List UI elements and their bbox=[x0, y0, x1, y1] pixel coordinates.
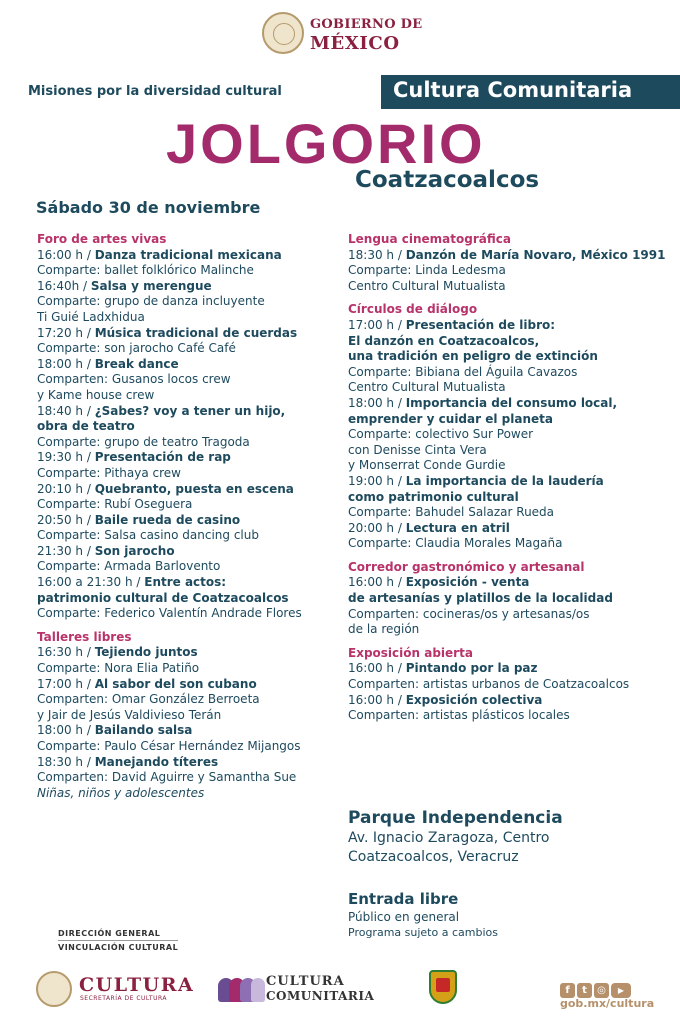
entry-title: Bailando salsa bbox=[94, 723, 193, 738]
entry-time: 17:00 h / bbox=[348, 317, 406, 332]
entry-detail: Comparte: Federico Valentín Andrade Flores bbox=[37, 606, 302, 621]
program-entry bbox=[37, 279, 337, 295]
entry-title-cont: de artesanías y platillos de la localidad bbox=[348, 591, 613, 606]
youtube-icon[interactable]: ▶ bbox=[611, 983, 631, 998]
entry-title: Break dance bbox=[94, 356, 179, 371]
program-entry bbox=[37, 723, 337, 739]
entry-title: Quebranto, puesta en escena bbox=[94, 481, 294, 496]
section-heading: Exposición abierta bbox=[348, 645, 473, 660]
program-entry bbox=[348, 693, 668, 709]
entry-detail: y Monserrat Conde Gurdie bbox=[348, 458, 506, 473]
dgvc-line2: VINCULACIÓN CULTURAL bbox=[58, 943, 179, 952]
entry-title: Baile rueda de casino bbox=[94, 512, 241, 527]
page-header bbox=[0, 12, 680, 58]
website-link[interactable]: gob.mx/cultura bbox=[560, 997, 655, 1010]
venue-block bbox=[348, 807, 563, 867]
program-entry bbox=[37, 357, 337, 373]
venue-address-line2: Coatzacoalcos, Veracruz bbox=[348, 849, 519, 865]
facebook-icon[interactable]: f bbox=[560, 983, 575, 998]
entry-time: 18:40 h / bbox=[37, 403, 95, 418]
program-entry bbox=[37, 404, 337, 420]
entry-title: Exposición colectiva bbox=[405, 692, 543, 707]
entry-time: 16:40h / bbox=[37, 278, 91, 293]
program-right-column bbox=[348, 232, 668, 724]
entry-note: Niñas, niños y adolescentes bbox=[37, 785, 205, 800]
entry-detail: Comparten: cocineras/os y artesanas/os bbox=[348, 606, 590, 621]
section-heading: Lengua cinematográfica bbox=[348, 232, 511, 246]
section-gap bbox=[348, 552, 668, 560]
dgvc-logo bbox=[58, 928, 178, 953]
dgvc-line1: DIRECCIÓN GENERAL bbox=[58, 928, 178, 941]
entrada-audience: Público en general bbox=[348, 910, 460, 924]
entry-time: 18:30 h / bbox=[348, 247, 406, 262]
page-footer bbox=[0, 960, 680, 1020]
entry-detail: Comparte: Pithaya crew bbox=[37, 465, 181, 480]
entry-title: Al sabor del son cubano bbox=[94, 676, 257, 691]
entry-title-cont: emprender y cuidar el planeta bbox=[348, 411, 553, 426]
entry-detail: Centro Cultural Mutualista bbox=[348, 380, 506, 395]
program-entry bbox=[348, 521, 668, 537]
program-entry bbox=[348, 318, 668, 334]
program-entry bbox=[37, 575, 337, 591]
entry-time: 16:00 h / bbox=[37, 247, 95, 262]
entry-time: 20:10 h / bbox=[37, 481, 95, 496]
entry-detail: Comparte: grupo de danza incluyente bbox=[37, 294, 265, 309]
entry-detail: Comparte: colectivo Sur Power bbox=[348, 427, 534, 442]
program-entry bbox=[37, 544, 337, 560]
entry-title: Danzón de María Novaro, México 1991 bbox=[405, 247, 666, 262]
program-entry bbox=[348, 248, 668, 264]
program-entry bbox=[37, 482, 337, 498]
entry-detail: Comparte: Claudia Morales Magaña bbox=[348, 536, 563, 551]
section-heading: Foro de artes vivas bbox=[37, 232, 167, 246]
entry-title-cont: El danzón en Coatzacoalcos, bbox=[348, 333, 540, 348]
entry-time: 21:30 h / bbox=[37, 543, 95, 558]
entry-detail: Comparte: Bibiana del Águila Cavazos bbox=[348, 364, 578, 379]
program-entry bbox=[37, 450, 337, 466]
entry-detail: Comparten: Gusanos locos crew bbox=[37, 372, 231, 387]
program-entry bbox=[348, 661, 668, 677]
entry-time: 20:50 h / bbox=[37, 512, 95, 527]
program-left-column bbox=[37, 232, 337, 801]
misiones-tagline: Misiones por la diversidad cultural bbox=[28, 84, 282, 99]
instagram-icon[interactable]: ◎ bbox=[594, 983, 609, 998]
entry-title: Son jarocho bbox=[94, 543, 175, 558]
entry-time: 18:30 h / bbox=[37, 754, 95, 769]
section-gap bbox=[348, 294, 668, 302]
entry-detail: Comparte: Armada Barlovento bbox=[37, 559, 221, 574]
program-entry bbox=[348, 575, 668, 591]
event-city: Coatzacoalcos bbox=[355, 167, 540, 193]
entry-time: 18:00 h / bbox=[348, 395, 406, 410]
entry-detail: Comparte: son jarocho Café Café bbox=[37, 341, 236, 356]
program-entry bbox=[348, 474, 668, 490]
mexico-seal-icon bbox=[262, 12, 304, 54]
entry-time: 18:00 h / bbox=[37, 356, 95, 371]
entry-time: 20:00 h / bbox=[348, 520, 406, 535]
cultura-logo-subtitle: SECRETARÍA DE CULTURA bbox=[80, 995, 168, 1002]
gob-line1: GOBIERNO DE bbox=[310, 17, 423, 32]
entry-detail: Comparte: Linda Ledesma bbox=[348, 263, 506, 278]
entry-detail: Centro Cultural Mutualista bbox=[348, 278, 506, 293]
section-heading: Corredor gastronómico y artesanal bbox=[348, 559, 585, 574]
entry-title-cont: una tradición en peligro de extinción bbox=[348, 349, 598, 364]
program-entry bbox=[348, 396, 668, 412]
twitter-icon[interactable]: t bbox=[577, 983, 592, 998]
cultura-logo-text: CULTURA bbox=[79, 974, 195, 996]
entry-detail: Comparte: Salsa casino dancing club bbox=[37, 528, 259, 543]
entry-time: 16:30 h / bbox=[37, 645, 95, 660]
entrada-block bbox=[348, 889, 498, 940]
event-date: Sábado 30 de noviembre bbox=[36, 198, 261, 217]
entry-detail: Comparte: Rubí Oseguera bbox=[37, 497, 193, 512]
entry-detail: Comparten: David Aguirre y Samantha Sue bbox=[37, 770, 297, 785]
entry-title-cont: como patrimonio cultural bbox=[348, 489, 519, 504]
entry-time: 18:00 h / bbox=[37, 723, 95, 738]
venue-address-line1: Av. Ignacio Zaragoza, Centro bbox=[348, 830, 550, 846]
entry-title: Importancia del consumo local, bbox=[405, 395, 618, 410]
entrada-note: Programa sujeto a cambios bbox=[348, 926, 498, 939]
entry-title: Presentación de rap bbox=[94, 450, 231, 465]
gob-line2: MÉXICO bbox=[310, 33, 400, 54]
section-gap bbox=[348, 638, 668, 646]
entry-detail: Comparte: Nora Elia Patiño bbox=[37, 661, 200, 676]
cultura-comunitaria-logo-icon bbox=[218, 974, 266, 1002]
entry-title: Tejiendo juntos bbox=[94, 645, 198, 660]
entry-title: Pintando por la paz bbox=[405, 661, 538, 676]
event-title: JOLGORIO bbox=[166, 112, 486, 175]
entry-detail: Comparten: artistas plásticos locales bbox=[348, 708, 570, 723]
veracruz-shield-icon bbox=[425, 966, 461, 1010]
entry-detail: Comparte: grupo de teatro Tragoda bbox=[37, 434, 250, 449]
entry-title: Presentación de libro: bbox=[405, 317, 556, 332]
entry-detail: Comparte: Bahudel Salazar Rueda bbox=[348, 505, 555, 520]
entry-title: ¿Sabes? voy a tener un hijo, bbox=[94, 403, 286, 418]
cultura-seal-icon bbox=[36, 971, 72, 1007]
section-gap bbox=[37, 622, 337, 630]
entry-time: 19:00 h / bbox=[348, 473, 406, 488]
cc-logo-text1: CULTURA bbox=[266, 974, 345, 989]
entry-time: 16:00 h / bbox=[348, 692, 406, 707]
entry-title: Salsa y merengue bbox=[90, 278, 212, 293]
program-entry bbox=[37, 248, 337, 264]
program-entry bbox=[37, 326, 337, 342]
venue-name: Parque Independencia bbox=[348, 808, 563, 828]
entry-title: Manejando títeres bbox=[94, 754, 219, 769]
entry-detail: con Denisse Cinta Vera bbox=[348, 442, 487, 457]
entry-time: 19:30 h / bbox=[37, 450, 95, 465]
cc-logo-text2: COMUNITARIA bbox=[266, 989, 375, 1003]
entry-time: 17:20 h / bbox=[37, 325, 95, 340]
section-heading: Talleres libres bbox=[37, 629, 132, 644]
program-entry bbox=[37, 677, 337, 693]
entry-title: Exposición - venta bbox=[405, 575, 530, 590]
entry-title-cont: obra de teatro bbox=[37, 419, 135, 434]
entry-title: Música tradicional de cuerdas bbox=[94, 325, 298, 340]
program-entry bbox=[37, 513, 337, 529]
entry-detail: de la región bbox=[348, 622, 420, 637]
entry-detail: Comparten: artistas urbanos de Coatzacoalcos bbox=[348, 677, 630, 692]
entry-time: 16:00 a 21:30 h / bbox=[37, 575, 145, 590]
entry-detail: Comparte: ballet folklórico Malinche bbox=[37, 263, 254, 278]
entry-title: La importancia de la laudería bbox=[405, 473, 604, 488]
entry-detail: y Kame house crew bbox=[37, 387, 155, 402]
entry-title-cont: patrimonio cultural de Coatzacoalcos bbox=[37, 590, 289, 605]
program-entry bbox=[37, 755, 337, 771]
entry-time: 16:00 h / bbox=[348, 661, 406, 676]
entry-detail: y Jair de Jesús Valdivieso Terán bbox=[37, 707, 222, 722]
entry-detail: Ti Guié Ladxhidua bbox=[37, 309, 145, 324]
entry-title: Lectura en atril bbox=[405, 520, 510, 535]
cultura-comunitaria-banner: Cultura Comunitaria bbox=[381, 75, 680, 109]
entry-time: 16:00 h / bbox=[348, 575, 406, 590]
entry-time: 17:00 h / bbox=[37, 676, 95, 691]
entrada-title: Entrada libre bbox=[348, 890, 459, 908]
entry-detail: Comparten: Omar González Berroeta bbox=[37, 692, 260, 707]
entry-detail: Comparte: Paulo César Hernández Mijangos bbox=[37, 739, 301, 753]
entry-title: Danza tradicional mexicana bbox=[94, 247, 282, 262]
program-entry bbox=[37, 645, 337, 661]
entry-title: Entre actos: bbox=[144, 575, 227, 590]
section-heading: Círculos de diálogo bbox=[348, 302, 478, 317]
social-icons bbox=[560, 978, 660, 998]
